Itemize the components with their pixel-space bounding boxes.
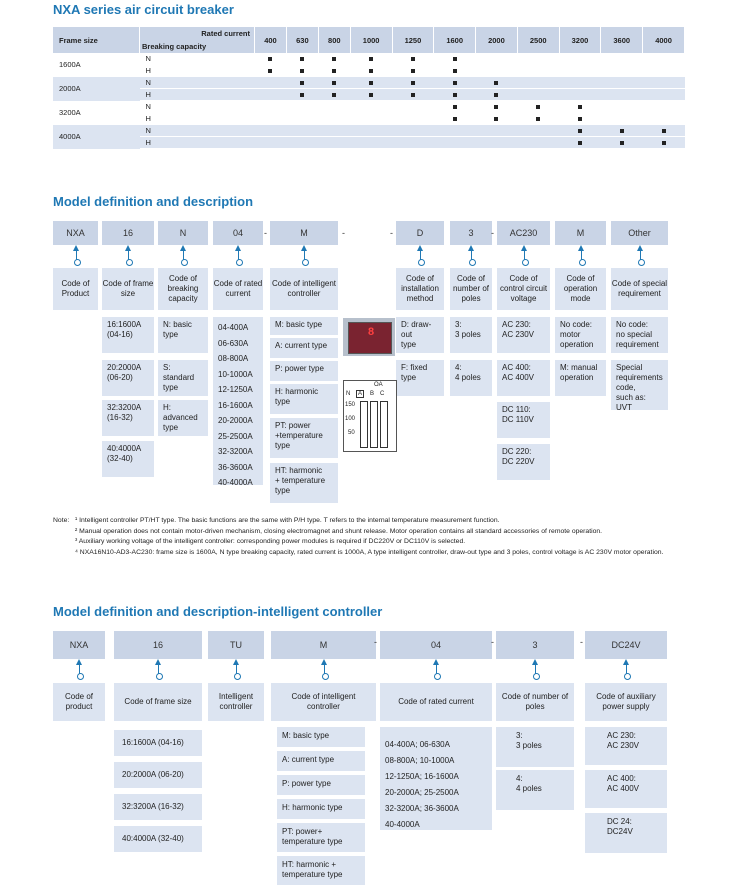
controller-option: P: power type: [270, 361, 338, 381]
availability-cell: [601, 125, 643, 137]
availability-cell: [392, 53, 434, 65]
rated-current-option: 36-3600A: [218, 462, 253, 472]
code-label: Code of special requirement: [611, 268, 668, 310]
available-mark: [369, 93, 373, 97]
availability-cell: [601, 65, 643, 77]
current-header-4000: 4000: [643, 27, 685, 53]
availability-cell: [255, 137, 287, 149]
availability-cell: [559, 53, 601, 65]
rated-current-option: 12-1250A; 16-1600A: [385, 772, 459, 781]
availability-cell: [517, 65, 559, 77]
availability-cell: [476, 77, 518, 89]
availability-cell: [643, 65, 685, 77]
rated-current-option: 32-3200A: [218, 447, 253, 456]
code-box: 04: [380, 631, 492, 659]
availability-cell: [559, 137, 601, 149]
availability-cell: [350, 113, 392, 125]
available-mark: [268, 69, 272, 73]
arrow-icon: [304, 247, 305, 263]
special-requirement-option: Special requirements code, such as: UVT: [611, 360, 668, 410]
availability-cell: [392, 113, 434, 125]
poles-option: 4: 4 poles: [450, 360, 492, 396]
availability-cell: [350, 101, 392, 113]
code-box: NXA: [53, 221, 98, 245]
code-label: Code of rated current: [380, 683, 492, 721]
breaking-type-cell: H: [140, 65, 255, 77]
display-digit: 8: [368, 326, 375, 338]
frame-size-option: 40:4000A (32-40): [114, 826, 202, 852]
voltage-option: DC 220: DC 220V: [497, 444, 550, 480]
arrow-icon: [524, 247, 525, 263]
note-2: ² Manual operation does not contain motor-driven mechanism, closing electromagnet and shunt release. Motor operation contains all standard accessories of remote operation.: [75, 527, 603, 535]
table-row: [53, 125, 685, 137]
code-box: Other: [611, 221, 668, 245]
availability-cell: [434, 53, 476, 65]
v100-label: 100: [345, 416, 356, 422]
note-1: ¹ Intelligent controller PT/HT type. The basic functions are the same with P/H type. T refers to the internal temperature measurement function.: [75, 517, 500, 524]
availability-cell: [601, 101, 643, 113]
availability-cell: [434, 89, 476, 101]
controller-option: M: basic type: [270, 317, 338, 335]
current-header-630: 630: [286, 27, 318, 53]
code-box: 04: [213, 221, 263, 245]
special-requirement-option: No code: no special requirement: [611, 317, 668, 353]
code-label: Code of frame size: [114, 683, 202, 721]
operation-option: M: manual operation: [555, 360, 606, 396]
rated-current-option: 10-1000A: [218, 369, 253, 379]
arrow-icon: [535, 661, 536, 677]
current-header-1250: 1250: [392, 27, 434, 53]
rated-current-option: 08-800A: [218, 354, 249, 363]
availability-cell: [392, 89, 434, 101]
breaking-type-cell: N: [140, 125, 255, 137]
available-mark: [453, 69, 457, 73]
table-row: [53, 65, 685, 77]
rated-current-option: 04-400A: [218, 323, 249, 332]
breaking-capacity-option: N: basic type: [158, 317, 208, 353]
separator-dash: -: [342, 228, 345, 238]
availability-cell: [434, 101, 476, 113]
code-box: 16: [102, 221, 154, 245]
table-row: [53, 113, 685, 125]
separator-dash: -: [264, 228, 267, 238]
current-header-800: 800: [318, 27, 350, 53]
breaking-type-cell: H: [140, 113, 255, 125]
availability-cell: [286, 137, 318, 149]
code-label: Code of control circuit voltage: [497, 268, 550, 310]
code-box: 3: [496, 631, 574, 659]
current-header-2500: 2500: [517, 27, 559, 53]
available-mark: [300, 81, 304, 85]
availability-cell: [601, 89, 643, 101]
b-label: B: [370, 391, 375, 397]
v50-label: 50: [348, 430, 355, 436]
controller-option: P: power type: [277, 775, 365, 795]
rated-current-option: 16-1600A: [218, 400, 253, 410]
available-mark: [536, 117, 540, 121]
notes-block: [53, 516, 693, 558]
code-label: Code of auxiliary power supply: [585, 683, 667, 721]
n-label: N: [346, 391, 351, 397]
availability-cell: [643, 53, 685, 65]
controller-option: M: basic type: [277, 727, 365, 747]
controller-option: PT: power +temperature type: [270, 418, 338, 458]
arrow-icon: [324, 661, 325, 677]
availability-cell: [318, 89, 350, 101]
available-mark: [411, 69, 415, 73]
availability-cell: [318, 53, 350, 65]
table-row: [53, 77, 685, 89]
availability-cell: [392, 101, 434, 113]
available-mark: [453, 105, 457, 109]
availability-cell: [643, 101, 685, 113]
code-box: M: [555, 221, 606, 245]
frame-size-option: 16:1600A (04-16): [114, 730, 202, 756]
c-label: C: [380, 391, 385, 397]
availability-cell: [318, 137, 350, 149]
availability-cell: [476, 89, 518, 101]
arrow-icon: [238, 247, 239, 263]
availability-cell: [559, 125, 601, 137]
frame-size-option: 32:3200A (16-32): [102, 400, 154, 436]
separator-dash: -: [580, 637, 583, 647]
available-mark: [268, 57, 272, 61]
frame-size-header: Frame size: [53, 27, 140, 53]
available-mark: [369, 69, 373, 73]
breaking-type-cell: N: [140, 53, 255, 65]
v150-label: 150: [345, 402, 356, 408]
availability-cell: [476, 101, 518, 113]
availability-cell: [517, 125, 559, 137]
supply-option: DC 24: DC24V: [585, 813, 667, 853]
available-mark: [300, 93, 304, 97]
table-row: [53, 137, 685, 149]
availability-cell: [286, 101, 318, 113]
breaking-type-cell: H: [140, 137, 255, 149]
availability-cell: [255, 77, 287, 89]
phase-current-chart: [343, 380, 397, 452]
current-header-1600: 1600: [434, 27, 476, 53]
availability-cell: [476, 137, 518, 149]
breaking-type-cell: H: [140, 89, 255, 101]
code-label: Code of frame size: [102, 268, 154, 310]
installation-option: F: fixed type: [396, 360, 444, 396]
available-mark: [536, 105, 540, 109]
availability-cell: [476, 125, 518, 137]
code-label: Code of number of poles: [450, 268, 492, 310]
controller-display-image: [343, 318, 395, 356]
available-mark: [620, 129, 624, 133]
oa-label: OA: [374, 382, 383, 388]
voltage-option: AC 400: AC 400V: [497, 360, 550, 396]
available-mark: [578, 117, 582, 121]
availability-cell: [392, 65, 434, 77]
availability-cell: [434, 65, 476, 77]
availability-cell: [517, 77, 559, 89]
available-mark: [578, 141, 582, 145]
availability-cell: [559, 101, 601, 113]
availability-cell: [318, 65, 350, 77]
frame-size-option: 20:2000A (06-20): [114, 762, 202, 788]
code-label: Code of breaking capacity: [158, 268, 208, 310]
availability-cell: [255, 101, 287, 113]
available-mark: [332, 57, 336, 61]
available-mark: [578, 105, 582, 109]
breaking-capacity-option: H: advanced type: [158, 400, 208, 436]
supply-option: AC 230: AC 230V: [585, 727, 667, 765]
availability-cell: [559, 113, 601, 125]
availability-cell: [643, 77, 685, 89]
available-mark: [332, 81, 336, 85]
rated-current-option: 40-4000A: [218, 478, 253, 487]
separator-dash: -: [491, 637, 494, 647]
available-mark: [411, 93, 415, 97]
frame-size-cell: 4000A: [53, 125, 140, 149]
available-mark: [332, 69, 336, 73]
code-box: M: [270, 221, 338, 245]
code-label: Code of product: [53, 683, 105, 721]
installation-option: D: draw-out type: [396, 317, 444, 353]
code-label: Code of intelligent controller: [270, 268, 338, 310]
availability-cell: [286, 65, 318, 77]
availability-cell: [434, 125, 476, 137]
code-label: Intelligent controller: [208, 683, 264, 721]
available-mark: [369, 57, 373, 61]
breaking-type-cell: N: [140, 101, 255, 113]
note-3: ³ Auxiliary working voltage of the intelligent controller: corresponding power modules is required if DC220V or DC110V is selected.: [75, 538, 466, 545]
table-title: NXA series air circuit breaker: [53, 2, 234, 17]
code-box: 3: [450, 221, 492, 245]
code-box: 16: [114, 631, 202, 659]
arrow-icon: [581, 247, 582, 263]
table-row: [53, 89, 685, 101]
availability-cell: [517, 137, 559, 149]
supply-option: AC 400: AC 400V: [585, 770, 667, 808]
availability-cell: [517, 113, 559, 125]
current-header-3600: 3600: [601, 27, 643, 53]
voltage-option: DC 110: DC 110V: [497, 402, 550, 438]
available-mark: [411, 57, 415, 61]
controller-option: H: harmonic type: [277, 799, 365, 819]
rated-current-option: 04-400A; 06-630A: [385, 740, 450, 749]
availability-cell: [517, 101, 559, 113]
controller-option: HT: harmonic + temperature type: [270, 463, 338, 503]
availability-cell: [286, 53, 318, 65]
arrow-icon: [236, 661, 237, 677]
availability-cell: [255, 125, 287, 137]
rating-table: [53, 27, 685, 149]
controller-option: H: harmonic type: [270, 384, 338, 414]
note-prefix: Note:: [53, 517, 70, 524]
available-mark: [332, 93, 336, 97]
available-mark: [494, 81, 498, 85]
current-header-400: 400: [255, 27, 287, 53]
available-mark: [411, 81, 415, 85]
rated-current-list: [213, 317, 263, 485]
availability-cell: [434, 77, 476, 89]
available-mark: [662, 141, 666, 145]
arrow-icon: [640, 247, 641, 263]
availability-cell: [255, 53, 287, 65]
controller-option: HT: harmonic + temperature type: [277, 856, 365, 885]
voltage-option: AC 230: AC 230V: [497, 317, 550, 353]
rated-current-option: 25-2500A: [218, 431, 253, 441]
rated-current-list: [380, 727, 492, 830]
code-box: N: [158, 221, 208, 245]
availability-cell: [318, 77, 350, 89]
code-box: TU: [208, 631, 264, 659]
breaking-capacity-option: S: standard type: [158, 360, 208, 396]
available-mark: [494, 117, 498, 121]
available-mark: [300, 57, 304, 61]
rated-current-header: Rated current: [201, 29, 250, 38]
rated-current-option: 20-2000A; 25-2500A: [385, 788, 459, 797]
availability-cell: [476, 53, 518, 65]
arrow-icon: [183, 247, 184, 263]
separator-dash: -: [491, 228, 494, 238]
availability-cell: [350, 77, 392, 89]
code-label: Code of installation method: [396, 268, 444, 310]
table-row: [53, 101, 685, 113]
available-mark: [578, 129, 582, 133]
availability-cell: [559, 89, 601, 101]
model-definition-title: Model definition and description: [53, 194, 254, 209]
availability-cell: [476, 65, 518, 77]
code-label: Code of number of poles: [496, 683, 574, 721]
available-mark: [453, 117, 457, 121]
availability-cell: [286, 125, 318, 137]
code-box: DC24V: [585, 631, 667, 659]
availability-cell: [350, 137, 392, 149]
availability-cell: [601, 113, 643, 125]
code-label: Code of operation mode: [555, 268, 606, 310]
controller-option: PT: power+ temperature type: [277, 823, 365, 852]
availability-cell: [286, 77, 318, 89]
available-mark: [662, 129, 666, 133]
availability-cell: [643, 113, 685, 125]
current-header-2000: 2000: [476, 27, 518, 53]
arrow-icon: [436, 661, 437, 677]
availability-cell: [255, 65, 287, 77]
available-mark: [494, 105, 498, 109]
availability-cell: [476, 113, 518, 125]
availability-cell: [559, 77, 601, 89]
code-box: NXA: [53, 631, 105, 659]
rated-current-option: 20-2000A: [218, 416, 253, 425]
code-box: AC230: [497, 221, 550, 245]
frame-size-cell: 3200A: [59, 108, 81, 117]
code-label: Code of rated current: [213, 268, 263, 310]
availability-cell: [517, 53, 559, 65]
availability-cell: [392, 77, 434, 89]
arrow-icon: [471, 247, 472, 263]
code-box: M: [271, 631, 376, 659]
availability-cell: [318, 125, 350, 137]
availability-cell: [601, 53, 643, 65]
frame-size-option: 32:3200A (16-32): [114, 794, 202, 820]
available-mark: [453, 81, 457, 85]
separator-dash: -: [374, 637, 377, 647]
controller-option: A: current type: [277, 751, 365, 771]
note-4: ⁴ NXA16N10-AD3-AC230: frame size is 1600A, N type breaking capacity, rated current is 1000A, A type intelligent controller, draw-out type and 3 poles, control voltage is AC 230V motor operation.: [75, 548, 664, 556]
availability-cell: [286, 89, 318, 101]
code-label: Code of intelligent controller: [271, 683, 376, 721]
frame-size-option: 20:2000A (06-20): [102, 360, 154, 396]
rated-current-option: 32-3200A; 36-3600A: [385, 804, 459, 813]
code-label: Code of Product: [53, 268, 98, 310]
availability-cell: [350, 125, 392, 137]
separator-dash: -: [390, 228, 393, 238]
operation-option: No code: motor operation: [555, 317, 606, 353]
arrow-icon: [158, 661, 159, 677]
availability-cell: [255, 89, 287, 101]
frame-size-option: 40:4000A (32-40): [102, 441, 154, 477]
rated-current-option: 08-800A; 10-1000A: [385, 756, 455, 765]
availability-cell: [286, 113, 318, 125]
arrow-icon: [420, 247, 421, 263]
availability-cell: [559, 65, 601, 77]
availability-cell: [392, 125, 434, 137]
availability-cell: [350, 65, 392, 77]
breaking-capacity-header: Breaking capacity: [142, 42, 207, 51]
availability-cell: [350, 89, 392, 101]
available-mark: [369, 81, 373, 85]
frame-size-cell: 2000A: [53, 77, 140, 101]
availability-cell: [392, 137, 434, 149]
poles-option: 3: 3 poles: [496, 727, 574, 767]
arrow-icon: [626, 661, 627, 677]
available-mark: [620, 141, 624, 145]
availability-cell: [434, 113, 476, 125]
availability-cell: [350, 53, 392, 65]
availability-cell: [255, 113, 287, 125]
available-mark: [453, 57, 457, 61]
arrow-icon: [79, 661, 80, 677]
poles-option: 3: 3 poles: [450, 317, 492, 353]
current-header-3200: 3200: [559, 27, 601, 53]
availability-cell: [434, 137, 476, 149]
available-mark: [453, 93, 457, 97]
available-mark: [300, 69, 304, 73]
frame-size-option: 16:1600A (04-16): [102, 317, 154, 353]
frame-size-cell: 1600A: [59, 60, 81, 70]
arrow-icon: [76, 247, 77, 263]
rated-current-option: 12-1250A: [218, 385, 253, 394]
available-mark: [494, 93, 498, 97]
breaking-type-cell: N: [140, 77, 255, 89]
availability-cell: [601, 137, 643, 149]
availability-cell: [318, 101, 350, 113]
code-box: D: [396, 221, 444, 245]
rated-current-option: 40-4000A: [385, 820, 420, 829]
current-header-1000: 1000: [350, 27, 392, 53]
availability-cell: [601, 77, 643, 89]
arrow-icon: [128, 247, 129, 263]
poles-option: 4: 4 poles: [496, 770, 574, 810]
availability-cell: [643, 137, 685, 149]
availability-cell: [517, 89, 559, 101]
availability-cell: [318, 113, 350, 125]
availability-cell: [643, 89, 685, 101]
availability-cell: [643, 125, 685, 137]
table-row: [53, 53, 685, 65]
controller-option: A: current type: [270, 338, 338, 358]
diagonal-header: [140, 27, 255, 53]
rated-current-option: 06-630A: [218, 338, 249, 348]
a-label: A: [358, 391, 363, 397]
controller-definition-title: Model definition and description-intelligent controller: [53, 604, 383, 619]
